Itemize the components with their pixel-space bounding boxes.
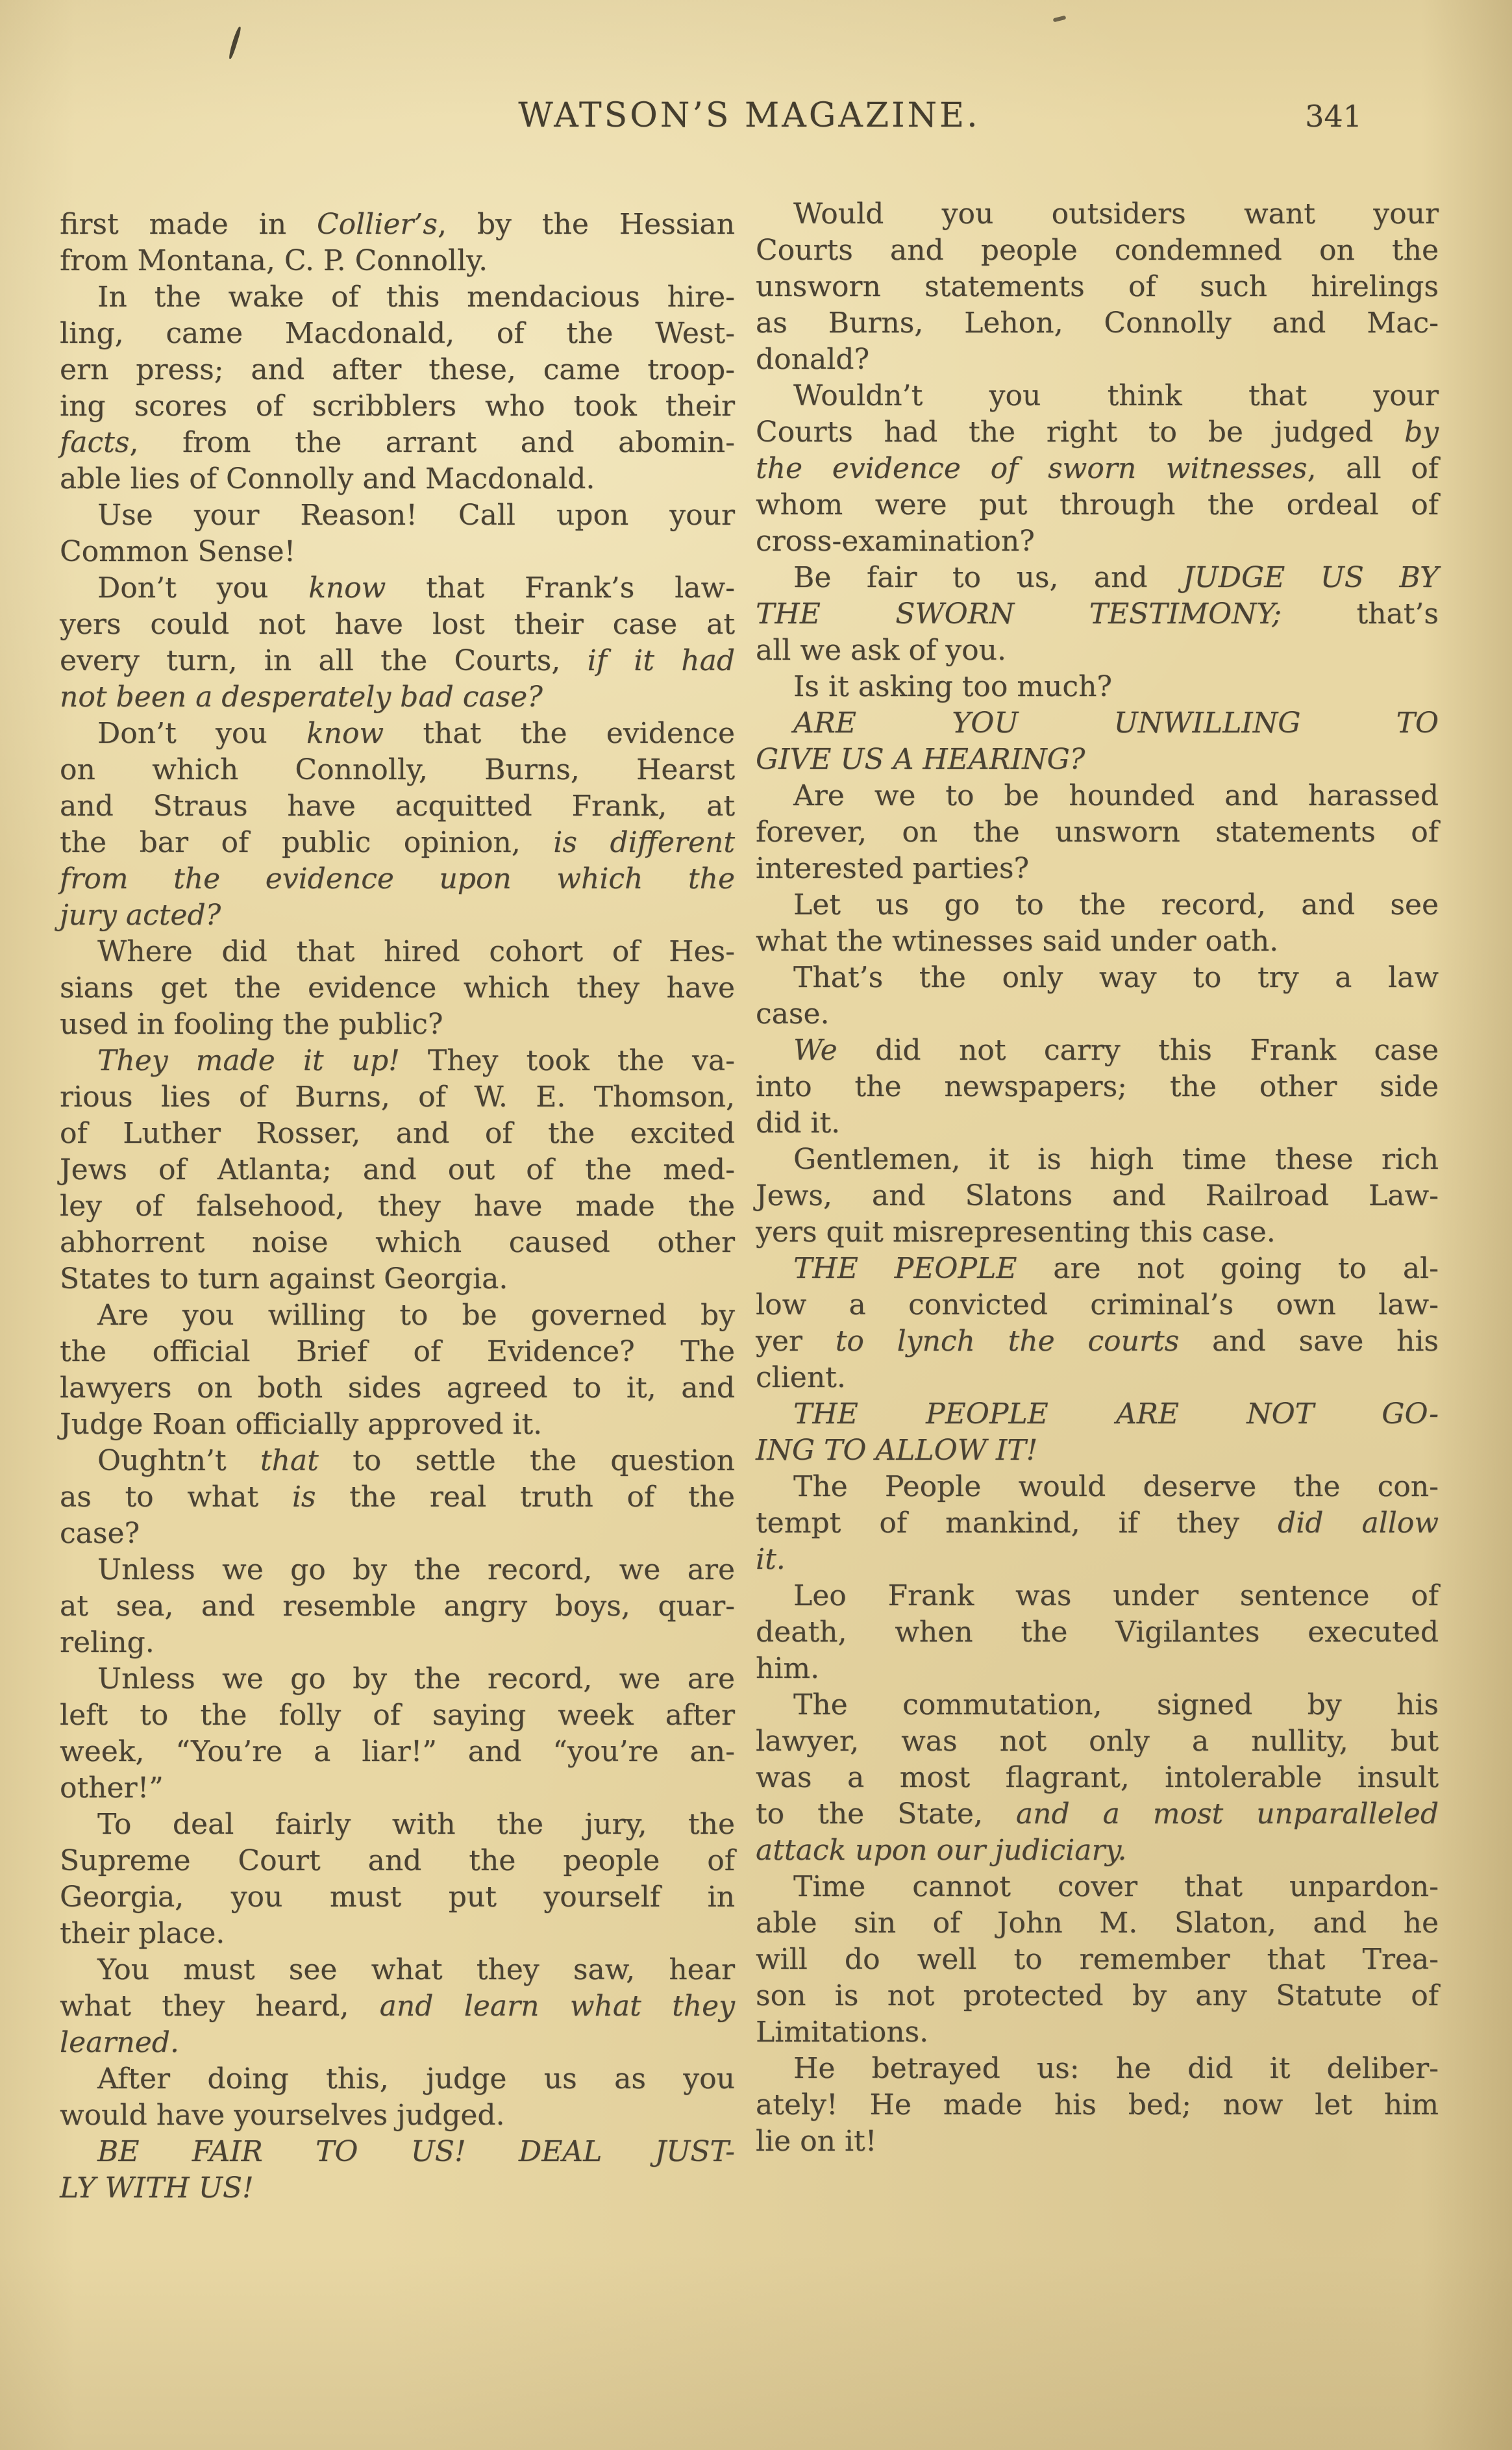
paragraph: [756, 960, 1439, 1032]
text-line: it.: [756, 1543, 786, 1576]
text-line: the evidence of sworn witnesses, all of: [756, 452, 1439, 485]
paragraph: [756, 778, 1439, 887]
text-line: their place.: [60, 1917, 225, 1950]
paragraph: [60, 206, 735, 279]
text-line: the bar of public opinion, is different: [60, 826, 735, 859]
right-column: [756, 196, 1439, 2160]
text-line: Use your Reason! Call upon your: [97, 499, 735, 532]
text-line: The People would deserve the con-: [793, 1470, 1439, 1503]
text-line: ING TO ALLOW IT!: [756, 1434, 1038, 1467]
text-line: Jews, and Slatons and Railroad Law-: [756, 1179, 1439, 1212]
text-line: sians get the evidence which they have: [60, 971, 735, 1005]
text-line: Gentlemen, it is high time these rich: [793, 1143, 1439, 1176]
text-line: will do well to remember that Trea-: [756, 1943, 1439, 1976]
paragraph: [756, 560, 1439, 669]
text-line: forever, on the unsworn statements of: [756, 816, 1439, 849]
text-line: from the evidence upon which the: [60, 862, 735, 895]
text-line: ately! He made his bed; now let him: [756, 2088, 1439, 2121]
text-line: Time cannot cover that unpardon-: [793, 1870, 1439, 1903]
text-line: THE SWORN TESTIMONY; that’s: [756, 597, 1439, 631]
text-line: other!”: [60, 1771, 164, 1805]
paragraph: [60, 1661, 735, 1806]
text-line: all we ask of you.: [756, 634, 1006, 667]
text-line: on which Connolly, Burns, Hearst: [60, 753, 735, 786]
paragraph: [756, 1687, 1439, 1869]
text-line: THE PEOPLE ARE NOT GO-: [793, 1397, 1439, 1431]
text-line: whom were put through the ordeal of: [756, 488, 1439, 521]
paragraph: [756, 1142, 1439, 1251]
text-line: Are you willing to be governed by: [97, 1299, 735, 1332]
text-line: and Straus have acquitted Frank, at: [60, 790, 735, 823]
paragraph: [60, 570, 735, 716]
paragraph: [756, 1251, 1439, 1396]
text-line: as Burns, Lehon, Connolly and Mac-: [756, 306, 1439, 340]
text-line: Unless we go by the record, we are: [97, 1553, 735, 1586]
text-line: Wouldn’t you think that your: [793, 379, 1439, 412]
text-line: Oughtn’t that to settle the question: [97, 1444, 735, 1477]
text-line: did it.: [756, 1106, 841, 1140]
text-line: Courts and people condemned on the: [756, 234, 1439, 267]
text-line: Would you outsiders want your: [793, 197, 1439, 231]
paragraph: [60, 1297, 735, 1443]
text-line: Leo Frank was under sentence of: [793, 1579, 1439, 1612]
text-line: from Montana, C. P. Connolly.: [60, 244, 488, 277]
paragraph: [60, 279, 735, 497]
text-line: Where did that hired cohort of Hes-: [97, 935, 735, 968]
text-line: Judge Roan officially approved it.: [60, 1408, 543, 1441]
text-line: To deal fairly with the jury, the: [97, 1808, 735, 1841]
scan-artifact-dash: [1053, 16, 1067, 23]
text-line: Don’t you know that the evidence: [97, 717, 735, 750]
text-line: lie on it!: [756, 2125, 877, 2158]
paragraph: [60, 2134, 735, 2206]
paragraph: [756, 1396, 1439, 1469]
text-line: Jews of Atlanta; and out of the med-: [60, 1153, 735, 1186]
text-line: into the newspapers; the other side: [756, 1070, 1439, 1103]
text-line: facts, from the arrant and abomin-: [60, 426, 735, 459]
text-line: low a convicted criminal’s own law-: [756, 1288, 1439, 1321]
text-line: ARE YOU UNWILLING TO: [793, 706, 1439, 740]
text-line: ling, came Macdonald, of the West-: [60, 317, 735, 350]
paragraph: [756, 2051, 1439, 2160]
text-line: BE FAIR TO US! DEAL JUST-: [97, 2135, 735, 2168]
text-line: client.: [756, 1361, 846, 1394]
text-line: yers could not have lost their case at: [60, 608, 735, 641]
text-line: not been a desperately bad case?: [60, 681, 543, 714]
text-line: would have yourselves judged.: [60, 2099, 505, 2132]
text-line: States to turn against Georgia.: [60, 1262, 508, 1295]
text-line: the official Brief of Evidence? The: [60, 1335, 735, 1368]
text-line: tempt of mankind, if they did allow: [756, 1506, 1439, 1540]
text-line: After doing this, judge us as you: [97, 2062, 735, 2095]
paragraph: [60, 1043, 735, 1297]
text-line: reling.: [60, 1626, 155, 1659]
text-line: Limitations.: [756, 2016, 929, 2049]
text-line: at sea, and resemble angry boys, quar-: [60, 1590, 735, 1623]
paragraph: [756, 1469, 1439, 1578]
paragraph: [60, 1552, 735, 1661]
text-line: Is it asking too much?: [793, 670, 1113, 703]
text-line: In the wake of this mendacious hire-: [97, 281, 735, 314]
paragraph: [756, 1869, 1439, 2051]
text-line: learned.: [60, 2026, 179, 2059]
text-line: unsworn statements of such hirelings: [756, 270, 1439, 303]
text-line: every turn, in all the Courts, if it had: [60, 644, 735, 677]
text-line: what the wtinesses said under oath.: [756, 925, 1279, 958]
text-line: ley of falsehood, they have made the: [60, 1190, 735, 1223]
text-line: Be fair to us, and JUDGE US BY: [793, 561, 1439, 594]
text-line: Common Sense!: [60, 535, 296, 568]
paragraph: [60, 2061, 735, 2134]
text-line: Unless we go by the record, we are: [97, 1662, 735, 1695]
text-line: The commutation, signed by his: [793, 1688, 1439, 1721]
text-line: first made in Collier’s, by the Hessian: [60, 208, 735, 241]
paragraph: [60, 1806, 735, 1952]
text-line: Supreme Court and the people of: [60, 1844, 735, 1877]
text-line: You must see what they saw, hear: [97, 1953, 735, 1986]
paragraph: [756, 378, 1439, 560]
text-line: of Luther Rosser, and of the excited: [60, 1117, 735, 1150]
paragraph: [756, 669, 1439, 705]
text-line: Courts had the right to be judged by: [756, 416, 1439, 449]
paragraph: [60, 934, 735, 1043]
text-line: Georgia, you must put yourself in: [60, 1881, 735, 1914]
paragraph: [60, 497, 735, 570]
text-line: left to the folly of saying week after: [60, 1699, 735, 1732]
text-line: donald?: [756, 343, 870, 376]
left-column: [60, 206, 735, 2206]
text-line: GIVE US A HEARING?: [756, 743, 1085, 776]
text-line: was a most flagrant, intolerable insult: [756, 1761, 1439, 1794]
text-line: Are we to be hounded and harassed: [793, 779, 1439, 812]
text-line: case.: [756, 997, 830, 1031]
text-line: rious lies of Burns, of W. E. Thomson,: [60, 1081, 735, 1114]
paragraph: [756, 705, 1439, 778]
text-line: able lies of Connolly and Macdonald.: [60, 462, 595, 495]
text-line: used in fooling the public?: [60, 1008, 443, 1041]
text-line: week, “You’re a liar!” and “you’re an-: [60, 1735, 735, 1768]
text-line: case?: [60, 1517, 140, 1550]
text-line: yer to lynch the courts and save his: [756, 1325, 1439, 1358]
text-line: abhorrent noise which caused other: [60, 1226, 735, 1259]
text-line: lawyers on both sides agreed to it, and: [60, 1371, 735, 1405]
text-line: jury acted?: [60, 899, 221, 932]
text-line: what they heard, and learn what they: [60, 1990, 735, 2023]
text-line: They made it up! They took the va-: [97, 1044, 736, 1077]
page-header: [60, 96, 1439, 142]
text-line: lawyer, was not only a nullity, but: [756, 1725, 1439, 1758]
paragraph: [756, 196, 1439, 378]
text-line: yers quit misrepresenting this case.: [756, 1216, 1276, 1249]
text-line: That’s the only way to try a law: [793, 961, 1439, 994]
paragraph: [60, 1443, 735, 1552]
text-line: him.: [756, 1652, 820, 1685]
paragraph: [60, 1952, 735, 2061]
page-number: 341: [1305, 99, 1362, 134]
text-line: cross-examination?: [756, 525, 1035, 558]
text-line: ern press; and after these, came troop-: [60, 353, 735, 386]
text-line: He betrayed us: he did it deliber-: [793, 2052, 1439, 2085]
text-line: as to what is the real truth of the: [60, 1481, 735, 1514]
scan-artifact-stroke: [228, 26, 242, 60]
text-line: LY WITH US!: [60, 2171, 254, 2205]
magazine-title: WATSON’S MAGAZINE.: [518, 96, 980, 135]
text-line: to the State, and a most unparalleled: [756, 1797, 1439, 1831]
text-line: able sin of John M. Slaton, and he: [756, 1906, 1439, 1940]
paragraph: [756, 1032, 1439, 1142]
text-line: son is not protected by any Statute of: [756, 1979, 1439, 2012]
text-line: Don’t you know that Frank’s law-: [97, 571, 736, 605]
text-line: death, when the Vigilantes executed: [756, 1616, 1439, 1649]
paragraph: [756, 887, 1439, 960]
text-line: interested parties?: [756, 852, 1030, 885]
paragraph: [60, 716, 735, 934]
paragraph: [756, 1578, 1439, 1687]
text-line: Let us go to the record, and see: [793, 888, 1439, 921]
text-line: ing scores of scribblers who took their: [60, 390, 735, 423]
text-line: We did not carry this Frank case: [793, 1034, 1439, 1067]
text-line: THE PEOPLE are not going to al-: [793, 1252, 1439, 1285]
text-line: attack upon our judiciary.: [756, 1834, 1127, 1867]
